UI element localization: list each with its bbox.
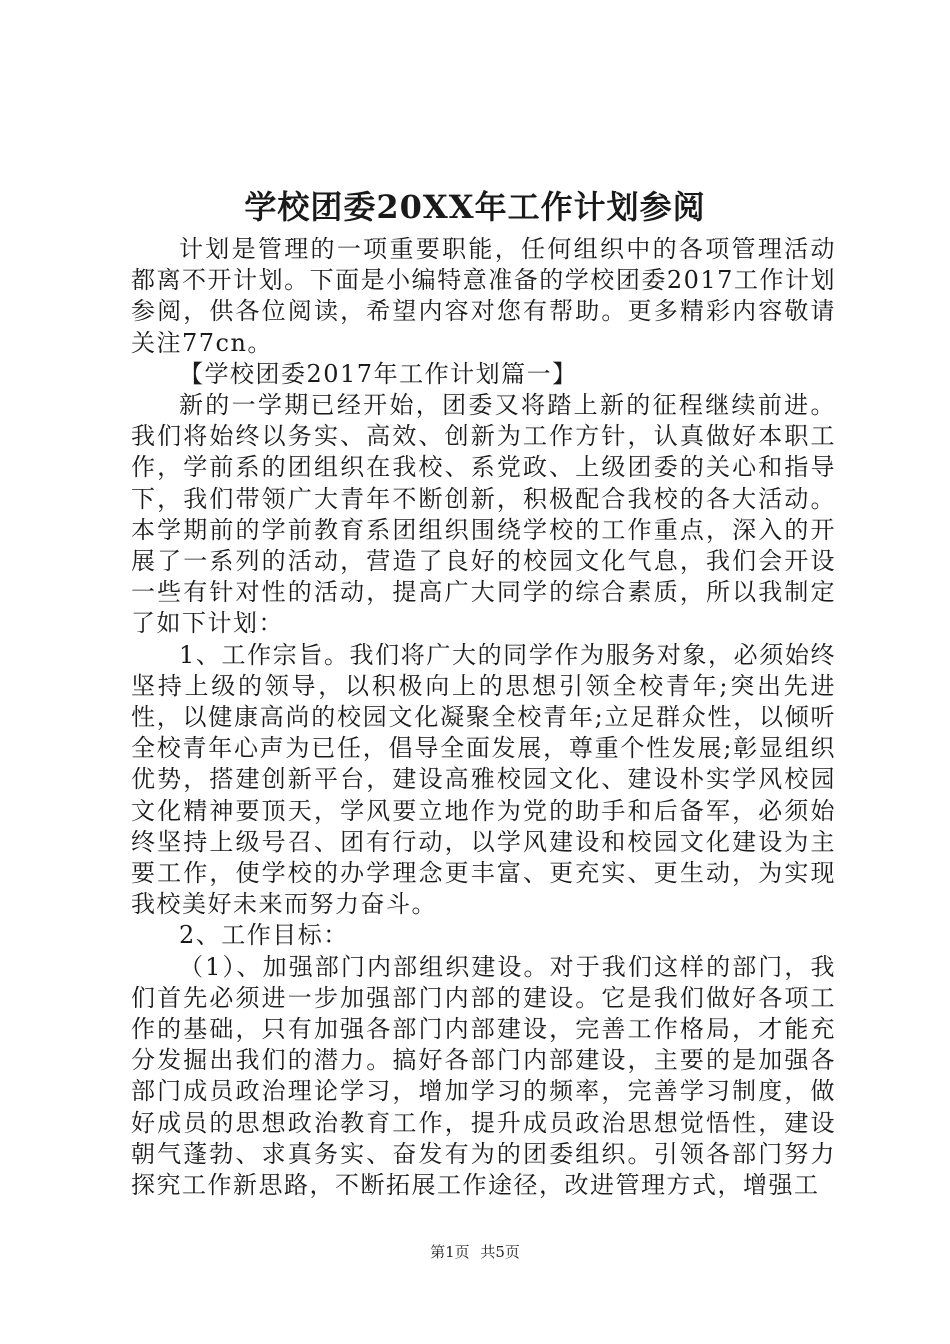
page-footer [0, 1242, 950, 1262]
page-total: 共5页 [480, 1243, 520, 1261]
page-number: 第1页 [430, 1243, 470, 1261]
document-title: 学校团委20XX年工作计划参阅 [244, 188, 706, 226]
body-paragraph: 新的一学期已经开始，团委又将踏上新的征程继续前进。我们将始终以务实、高效、创新为工作方针，认真做好本职工作，学前系的团组织在我校、系党政、上级团委的关心和指导下，我们带领广大青年不断创新，积极配合我校的各大活动。本学期前的学前教育系团组织围绕学校的工作重点，深入的开展了一系列的活动，营造了良好的校园文化气息，我们会开设一些有针对性的活动，提高广大同学的综合素质，所以我制定了如下计划： [131, 391, 836, 638]
section-heading: 【学校团委2017年工作计划篇一】 [179, 359, 578, 388]
intro-paragraph: 计划是管理的一项重要职能，任何组织中的各项管理活动都离不开计划。下面是小编特意准备的学校团委2017工作计划参阅，供各位阅读，希望内容对您有帮助。更多精彩内容敬请关注77cn。 [131, 235, 836, 357]
body-paragraph: 2、工作目标： [179, 921, 349, 950]
body-paragraph: 1、工作宗旨。我们将广大的同学作为服务对象，必须始终坚持上级的领导，以积极向上的思想引领全校青年;突出先进性，以健康高尚的校园文化凝聚全校青年;立足群众性，以倾听全校青年心声为已任，倡导全面发展，尊重个性发展;彰显组织优势，搭建创新平台，建设高雅校园文化、建设朴实学风校园文化精神要顶天，学风要立地作为党的助手和后备军，必须始终坚持上级号召、团有行动，以学风建设和校园文化建设为主要工作，使学校的办学理念更丰富、更充实、更生动，为实现我校美好未来而努力奋斗。 [131, 640, 836, 919]
document-body [131, 234, 836, 1201]
body-paragraph: （1）、加强部门内部组织建设。对于我们这样的部门，我们首先必须进一步加强部门内部的建设。它是我们做好各项工作的基础，只有加强各部门内部建设，完善工作格局，才能充分发掘出我们的潜力。搞好各部门内部建设，主要的是加强各部门成员政治理论学习，增加学习的频率，完善学习制度，做好成员的思想政治教育工作，提升成员政治思想觉悟性，建设朝气蓬勃、求真务实、奋发有为的团委组织。引领各部门努力探究工作新思路，不断拓展工作途径，改进管理方式，增强工 [131, 952, 836, 1200]
